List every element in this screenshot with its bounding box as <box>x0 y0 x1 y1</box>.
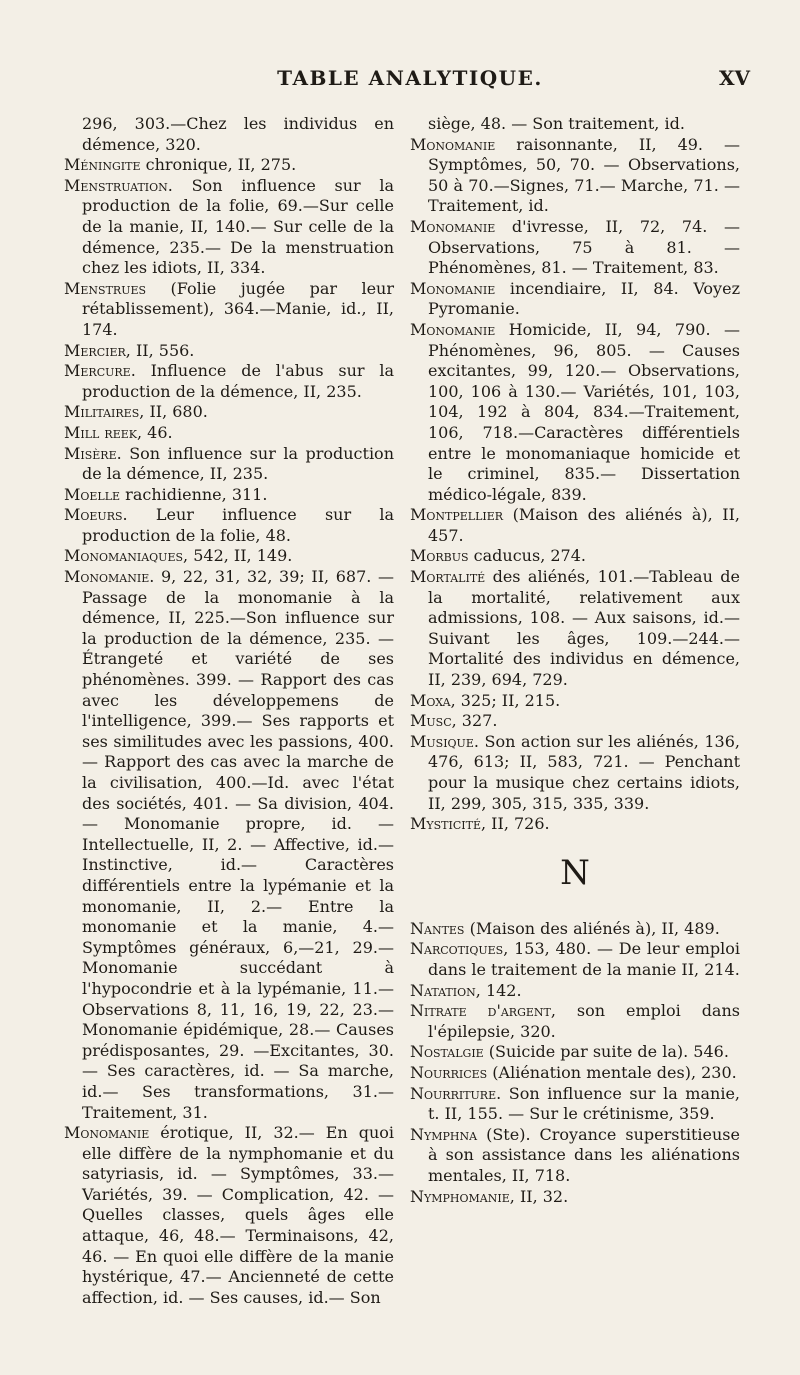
section-letter: N <box>560 852 590 893</box>
index-entry-text: 142. <box>485 980 522 1000</box>
index-entry-head: Monomanie <box>410 216 496 236</box>
index-entry <box>64 176 394 279</box>
index-entry-head: Nourriture. <box>410 1083 502 1103</box>
index-entry <box>410 1125 740 1187</box>
index-entry-text: siège, 48. — Son traitement, id. <box>428 114 685 133</box>
index-entry-head: Monomanie <box>64 1123 150 1143</box>
index-entry <box>64 444 394 485</box>
index-entry-text: des aliénés, 101.—Tableau de la mortalité, relativement aux admissions, 108. — Aux saisons, id.— Suivant les âges, 109.—244.— Mortalité des individus en démence, II, 239, 694, 729. <box>428 567 740 690</box>
index-entry-head: Musc, <box>410 711 457 731</box>
index-entry-head: Monomanie <box>410 134 496 154</box>
index-entry <box>410 1063 740 1084</box>
index-entry <box>410 546 740 567</box>
index-entry-head: Menstruation. <box>64 175 173 195</box>
index-entry <box>64 567 394 1123</box>
index-entry <box>64 546 394 567</box>
index-entry-head: Monomanie <box>410 319 496 339</box>
index-entry <box>410 939 740 980</box>
index-entry-text: II, 32. <box>519 1186 569 1206</box>
index-entry-head: Musique. <box>410 731 479 751</box>
index-entry-text: chronique, II, 275. <box>145 155 297 175</box>
index-entry-text: (Maison des aliénés à), II, 457. <box>428 505 741 545</box>
index-entry <box>64 361 394 402</box>
right-column-n-entries <box>410 919 740 1207</box>
index-entry-head: Nitrate d'argent, <box>410 1001 556 1021</box>
index-entry-text: (Suicide par suite de la). 546. <box>488 1042 729 1062</box>
index-entry <box>410 691 740 712</box>
index-entry-text: Influence de l'abus sur la production de la démence, II, 235. <box>82 361 394 401</box>
index-entry-head: Moeurs. <box>64 505 128 525</box>
index-entry-text: Homicide, II, 94, 790. — Phénomènes, 96, 805. — Causes excitantes, 99, 120.— Observations, 100, 106 à 130.— Variétés, 101, 103, 104, 192 à 804, 834.—Traitement, 106, 718.—Caractères différentiels entre le monomaniaque homicide et le criminel, 835.— Dissertation médico-légale, 839. <box>428 319 740 504</box>
index-entry-head: Misère. <box>64 443 122 463</box>
index-entry-text: 296, 303.—Chez les individus en démence, 320. <box>82 114 394 154</box>
index-entry-text: 46. <box>147 422 173 442</box>
index-entry-text: caducus, 274. <box>473 546 586 566</box>
index-entry-text: incendiaire, II, 84. Voyez Pyromanie. <box>428 278 740 319</box>
index-entry-text: (Ste). Croyance superstitieuse à son assistance dans les aliénations mentales, II, 718. <box>428 1124 740 1185</box>
index-entry-head: Nymphna <box>410 1124 478 1144</box>
index-entry-text: Leur influence sur la production de la folie, 48. <box>82 505 394 545</box>
index-entry <box>410 217 740 279</box>
index-entry-text: 327. <box>461 711 498 731</box>
index-entry-text: 325; II, 215. <box>460 690 561 710</box>
index-entry <box>64 114 394 155</box>
index-entry-text: 542, II, 149. <box>193 546 293 566</box>
index-entry-text: 9, 22, 31, 32, 39; II, 687. —Passage de la monomanie à la démence, II, 225.—Son influence sur la production de la démence, 235. — Étrangeté et variété de ses phénomènes. 399. — Rapport des cas avec les développemens de l'intelligence, 399.— Ses rapports et ses similitudes avec les passions, 400.— Rapport des cas avec la marche de la civilisation, 400.—Id. avec l'état des sociétés, 401. — Sa division, 404.— Monomanie propre, id. —Intellectuelle, II, 2. — Affective, id.— Instinctive, id.— Caractères différentiels entre la lypémanie et la monomanie, II, 2.— Entre la monomanie et la manie, 4.—Symptômes généraux, 6,—21, 29.— Monomanie succédant à l'hypocondrie et à la lypémanie, 11.—Observations 8, 11, 16, 19, 22, 23.—Monomanie épidémique, 28.— Causes prédisposantes, 29. —Excitantes, 30.— Ses caractères, id. — Sa marche, id.— Ses transformations, 31.— Traitement, 31. <box>82 567 394 1122</box>
index-entry <box>64 279 394 341</box>
index-entry-text: son emploi dans l'épilepsie, 320. <box>428 1001 740 1041</box>
index-entry-text: (Folie jugée par leur rétablissement), 364.—Manie, id., II, 174. <box>82 278 394 339</box>
index-entry-head: Monomaniaques, <box>64 546 189 566</box>
index-entry-text: II, 680. <box>149 402 208 422</box>
index-entry <box>64 341 394 362</box>
page-number: XV <box>718 66 750 90</box>
index-entry-text: Son influence sur la manie, t. II, 155. — Sur le crétinisme, 359. <box>428 1083 740 1124</box>
index-entry-text: Son influence sur la production de la démence, II, 235. <box>82 443 394 484</box>
index-entry <box>410 814 740 835</box>
index-entry-head: Montpellier <box>410 505 504 525</box>
index-entry-head: Nourrices <box>410 1062 488 1082</box>
index-entry-text: rachidienne, 311. <box>125 484 268 504</box>
index-entry-text: Son action sur les aliénés, 136, 476, 613; II, 583, 721. — Penchant pour la musique chez certains idiots, II, 299, 305, 315, 335, 339. <box>428 731 740 813</box>
index-entry <box>410 279 740 320</box>
index-entry-text: d'ivresse, II, 72, 74. — Observations, 75 à 81. — Phénomènes, 81. — Traitement, 83. <box>428 216 740 278</box>
index-entry-text: 153, 480. — De leur emploi dans le traitement de la manie II, 214. <box>428 939 740 979</box>
index-entry-head: Mercure. <box>64 361 136 381</box>
index-entry-head: Nostalgie <box>410 1042 484 1062</box>
left-column <box>64 114 394 1308</box>
index-entry-text: (Maison des aliénés à), II, 489. <box>469 918 720 938</box>
index-entry-head: Moelle <box>64 484 121 504</box>
index-entry <box>64 485 394 506</box>
index-entry-head: Méningite <box>64 155 141 175</box>
index-entry <box>410 1042 740 1063</box>
index-entry <box>410 567 740 691</box>
index-entry <box>410 135 740 217</box>
index-entry <box>410 320 740 505</box>
index-entry-head: Morbus <box>410 546 469 566</box>
index-entry <box>64 505 394 546</box>
index-entry <box>410 919 740 940</box>
index-entry-text: érotique, II, 32.— En quoi elle diffère de la nymphomanie et du satyriasis, id. — Symptômes, 33.— Variétés, 39. — Complication, 42. — Quelles classes, quels âges elle attaque, 46, 48.— Terminaisons, 42, 46. — En quoi elle diffère de la manie hystérique, 47.— Ancienneté de cette affection, id. — Ses causes, id.— Son <box>82 1123 394 1307</box>
index-entry-head: Monomanie <box>410 278 496 298</box>
index-entry <box>64 155 394 176</box>
index-entry-head: Mysticité, <box>410 814 487 834</box>
index-entry <box>410 1187 740 1208</box>
index-entry-head: Mill reek, <box>64 422 143 442</box>
index-entry <box>410 114 740 135</box>
index-entry <box>410 1084 740 1125</box>
index-entry <box>410 505 740 546</box>
index-entry <box>64 423 394 444</box>
index-entry-text: II, 556. <box>135 340 195 360</box>
index-entry-head: Narcotiques, <box>410 939 509 959</box>
index-entry-head: Monomanie. <box>64 567 155 587</box>
index-entry-head: Nantes <box>410 918 465 938</box>
page-title: TABLE ANALYTIQUE. <box>277 66 543 90</box>
index-entry-head: Nymphomanie, <box>410 1186 515 1206</box>
index-entry-text: (Aliénation mentale des), 230. <box>492 1062 737 1082</box>
index-entry <box>410 732 740 814</box>
index-entry <box>64 1123 394 1308</box>
index-entry <box>64 402 394 423</box>
index-entry-text: II, 726. <box>491 814 550 834</box>
index-entry-head: Natation, <box>410 980 481 1000</box>
index-entry-text: raisonnante, II, 49. — Symptômes, 50, 70. — Observations, 50 à 70.—Signes, 71.— Marche, 71. — Traitement, id. <box>428 134 740 216</box>
index-entry-head: Menstrues <box>64 278 147 298</box>
right-column <box>410 114 740 1207</box>
index-entry <box>410 1001 740 1042</box>
page-header <box>70 66 750 96</box>
index-entry <box>410 981 740 1002</box>
index-entry-head: Moxa, <box>410 690 456 710</box>
index-entry-head: Mortalité <box>410 567 486 587</box>
right-column-m-entries <box>410 114 740 835</box>
index-entry-text: Son influence sur la production de la folie, 69.—Sur celle de la manie, II, 140.— Sur celle de la démence, 235.— De la menstruation chez les idiots, II, 334. <box>82 175 394 278</box>
index-entry <box>410 711 740 732</box>
index-entry-head: Militaires, <box>64 402 145 422</box>
index-entry-head: Mercier, <box>64 340 131 360</box>
